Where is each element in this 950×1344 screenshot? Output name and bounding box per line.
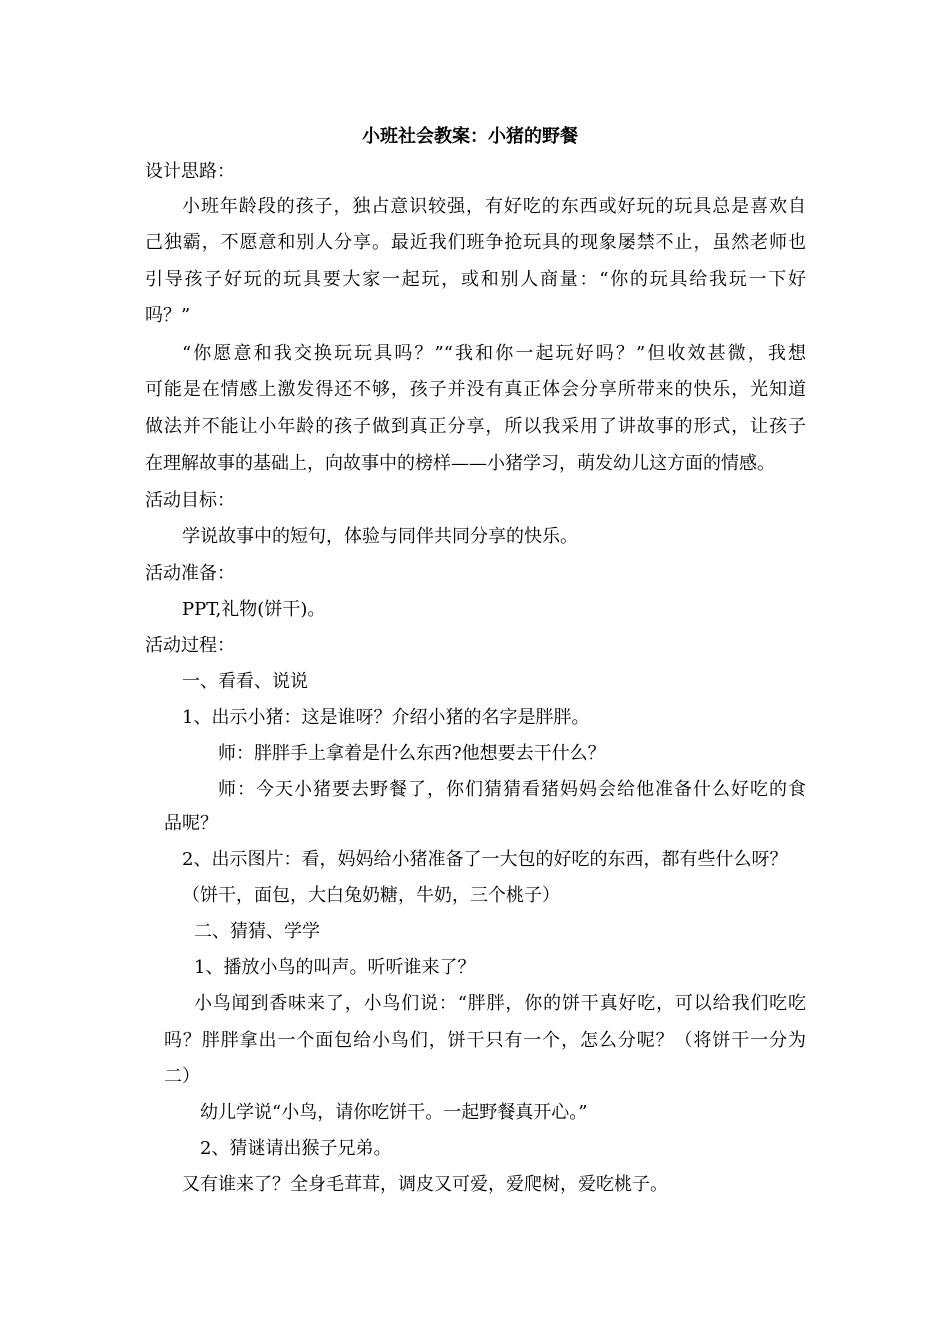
paragraph-line: 小班年龄段的孩子，独占意识较强，有好吃的东西或好玩的玩具总是喜欢自 (182, 196, 806, 217)
paragraph-line: 吗？” (145, 305, 191, 326)
paragraph-line: 己独霸，不愿意和别人分享。最近我们班争抢玩具的现象屡禁不止，虽然老师也 (145, 232, 806, 253)
paragraph-line: 品呢？ (164, 813, 218, 834)
section-heading-process: 活动过程： (145, 635, 235, 656)
paragraph-line: 引导孩子好玩的玩具要大家一起玩，或和别人商量：“你的玩具给我玩一下好 (145, 269, 806, 290)
document-title: 小班社会教案：小猪的野餐 (362, 126, 578, 147)
paragraph-line: 1、出示小猪：这是谁呀？介绍小猪的名字是胖胖。 (182, 707, 590, 728)
subsection-heading: 一、看看、说说 (182, 671, 308, 692)
paragraph-line: 师：胖胖手上拿着是什么东西?他想要去干什么？ (218, 743, 606, 764)
paragraph-line: 做法并不能让小年龄的孩子做到真正分享，所以我采用了讲故事的形式，让孩子 (145, 416, 806, 437)
paragraph-line: 在理解故事的基础上，向故事中的榜样——小猪学习，萌发幼儿这方面的情感。 (145, 453, 775, 474)
paragraph-line: 师：今天小猪要去野餐了，你们猜猜看猪妈妈会给他准备什么好吃的食 (218, 779, 806, 800)
paragraph-line: 可能是在情感上激发得还不够，孩子并没有真正体会分享所带来的快乐，光知道 (145, 379, 806, 400)
section-heading-design: 设计思路： (145, 161, 235, 182)
paragraph-line: 1、播放小鸟的叫声。听听谁来了？ (194, 957, 476, 978)
subsection-heading: 二、猜猜、学学 (194, 921, 320, 942)
paragraph-line: 2、出示图片：看，妈妈给小猪准备了一大包的好吃的东西，都有些什么呀？ (182, 849, 788, 870)
section-heading-goal: 活动目标： (145, 490, 235, 511)
paragraph-line: 2、猜谜请出猴子兄弟。 (200, 1138, 392, 1159)
paragraph-line: （饼干，面包，大白兔奶糖，牛奶，三个桃子） (182, 885, 560, 906)
paragraph-line: “你愿意和我交换玩玩具吗？”“我和你一起玩好吗？”但收效甚微，我想 (182, 343, 806, 364)
paragraph-line: 幼儿学说“小鸟，请你吃饼干。一起野餐真开心。” (200, 1102, 588, 1123)
paragraph-line: 学说故事中的短句，体验与同伴共同分享的快乐。 (182, 526, 578, 547)
paragraph-line: 吗？胖胖拿出一个面包给小鸟们，饼干只有一个，怎么分呢？（将饼干一分为 (164, 1030, 806, 1051)
section-heading-prep: 活动准备： (145, 563, 235, 584)
paragraph-line: 小鸟闻到香味来了，小鸟们说：“胖胖，你的饼干真好吃，可以给我们吃吃 (194, 993, 806, 1014)
paragraph-line: 又有谁来了？全身毛茸茸，调皮又可爱，爱爬树，爱吃桃子。 (182, 1174, 668, 1195)
paragraph-line: PPT,礼物(饼干)。 (182, 599, 326, 620)
paragraph-line: 二） (164, 1066, 200, 1087)
